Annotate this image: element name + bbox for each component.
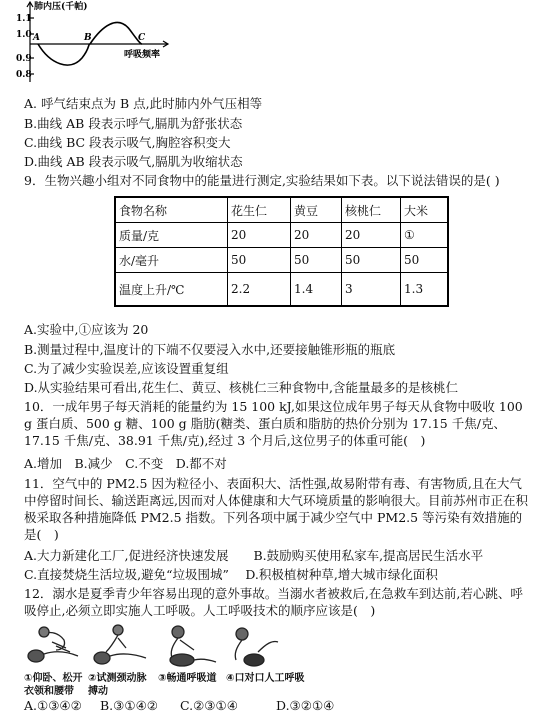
graph-point-b: B bbox=[84, 33, 92, 43]
table-cell: 质量/克 bbox=[115, 223, 228, 248]
q10-stem: 10．一成年男子每天消耗的能量约为 15 100 kJ,如果这位成年男子每天从食物中吸收 100 g 蛋白质、500 g 糖、100 g 脂肪(糖类、蛋白质和脂肪的热价分别为 17.15 千焦/克、17.15 千焦/克、38.91 千焦/克),经过 3 个月后,这位男子的体重可能( ) bbox=[24, 399, 523, 448]
q11-option-cd: C.直接焚烧生活垃圾,避免“垃圾围城” D.积极植树种草,增大城市绿化面积 bbox=[24, 567, 438, 582]
table-row bbox=[115, 223, 448, 248]
q8-option-a: A. 呼气结束点为 B 点,此时肺内外气压相等 bbox=[24, 96, 263, 111]
table-cell: 3 bbox=[342, 273, 401, 307]
step-1-caption: ①仰卧、松开 衣领和腰带 bbox=[24, 673, 83, 697]
table-header-cell: 黄豆 bbox=[291, 197, 342, 223]
q9-option-c: C.为了减少实验误差,应该设置重复组 bbox=[24, 361, 229, 376]
table-header-cell: 核桃仁 bbox=[342, 197, 401, 223]
table-cell: 20 bbox=[342, 223, 401, 248]
graph-tick-1-0: 1.0 bbox=[16, 30, 32, 40]
step-1-illustration bbox=[28, 627, 78, 662]
step-4-illustration bbox=[235, 628, 278, 666]
step-2-caption: ②试测颈动脉 搏动 bbox=[88, 673, 147, 697]
table-header-cell: 花生仁 bbox=[228, 197, 291, 223]
graph-point-a: A bbox=[33, 33, 40, 43]
table-cell: ① bbox=[401, 223, 449, 248]
step-2-illustration bbox=[94, 625, 146, 664]
table-cell: 2.2 bbox=[228, 273, 291, 307]
graph-axes bbox=[27, 2, 168, 82]
q11-option-ab: A.大力新建化工厂,促进经济快速发展 B.鼓励购买使用私家车,提高居民生活水平 bbox=[24, 548, 484, 563]
q9-option-d: D.从实验结果可看出,花生仁、黄豆、核桃仁三种食物中,含能量最多的是核桃仁 bbox=[24, 380, 458, 395]
q9-option-b: B.测量过程中,温度计的下端不仅要浸入水中,还要接触锥形瓶的瓶底 bbox=[24, 342, 396, 357]
graph-tick-0-8: 0.8 bbox=[16, 70, 32, 80]
q11-stem: 11．空气中的 PM2.5 因为粒径小、表面积大、活性强,故易附带有毒、有害物质,且在大气中停留时间长、输送距离远,因而对人体健康和大气环境质量的影响很大。目前苏州市正在积极采取各种措施降低 PM2.5 指数。下列各项中属于减少空气中 PM2.5 等污染有效措施的是( ) bbox=[24, 476, 528, 542]
graph-point-c: C bbox=[138, 33, 146, 43]
q12-option-b: B.③①④② bbox=[100, 698, 158, 713]
table-cell: 20 bbox=[228, 223, 291, 248]
pressure-graph bbox=[18, 0, 198, 88]
table-cell: 50 bbox=[401, 248, 449, 273]
q12-option-c: C.②③①④ bbox=[180, 698, 238, 713]
q12-option-a: A.①③④② bbox=[24, 698, 82, 713]
first-aid-illustrations bbox=[22, 622, 282, 672]
table-cell: 50 bbox=[228, 248, 291, 273]
table-cell: 1.3 bbox=[401, 273, 449, 307]
q12-option-d: D.③②①④ bbox=[276, 698, 335, 713]
table-cell: 50 bbox=[291, 248, 342, 273]
q8-option-b: B.曲线 AB 段表示呼气,膈肌为舒张状态 bbox=[24, 116, 243, 131]
q9-option-a: A.实验中,①应该为 20 bbox=[24, 322, 149, 337]
table-cell: 水/毫升 bbox=[115, 248, 228, 273]
q8-option-d: D.曲线 AB 段表示吸气,膈肌为收缩状态 bbox=[24, 154, 243, 169]
table-cell: 20 bbox=[291, 223, 342, 248]
q9-stem: 9．生物兴趣小组对不同食物中的能量进行测定,实验结果如下表。以下说法错误的是( ) bbox=[24, 173, 500, 188]
table-row bbox=[115, 248, 448, 273]
table-cell: 温度上升/℃ bbox=[115, 273, 228, 307]
step-3-caption: ③畅通呼吸道 bbox=[158, 673, 217, 684]
table-row bbox=[115, 273, 448, 307]
q10-options: A.增加 B.减少 C.不变 D.都不对 bbox=[24, 456, 227, 471]
table-cell: 50 bbox=[342, 248, 401, 273]
graph-tick-0-9: 0.9 bbox=[16, 54, 32, 64]
table-header-row bbox=[115, 197, 448, 223]
table-cell: 1.4 bbox=[291, 273, 342, 307]
q9-result-table bbox=[114, 196, 449, 307]
table-header-cell: 大米 bbox=[401, 197, 449, 223]
step-3-illustration bbox=[170, 626, 216, 666]
graph-tick-1-1: 1.1 bbox=[16, 14, 32, 24]
q8-option-c: C.曲线 BC 段表示吸气,胸腔容积变大 bbox=[24, 135, 231, 150]
table-header-cell: 食物名称 bbox=[115, 197, 228, 223]
step-4-caption: ④口对口人工呼吸 bbox=[226, 673, 305, 684]
graph-ylabel: 肺内压(千帕) bbox=[34, 2, 88, 12]
graph-xlabel: 呼吸频率 bbox=[124, 50, 161, 60]
q12-stem: 12．溺水是夏季青少年容易出现的意外事故。当溺水者被救后,在急救车到达前,若心跳、呼吸停止,必须立即实施人工呼吸。人工呼吸技术的顺序应该是( ) bbox=[24, 586, 523, 618]
